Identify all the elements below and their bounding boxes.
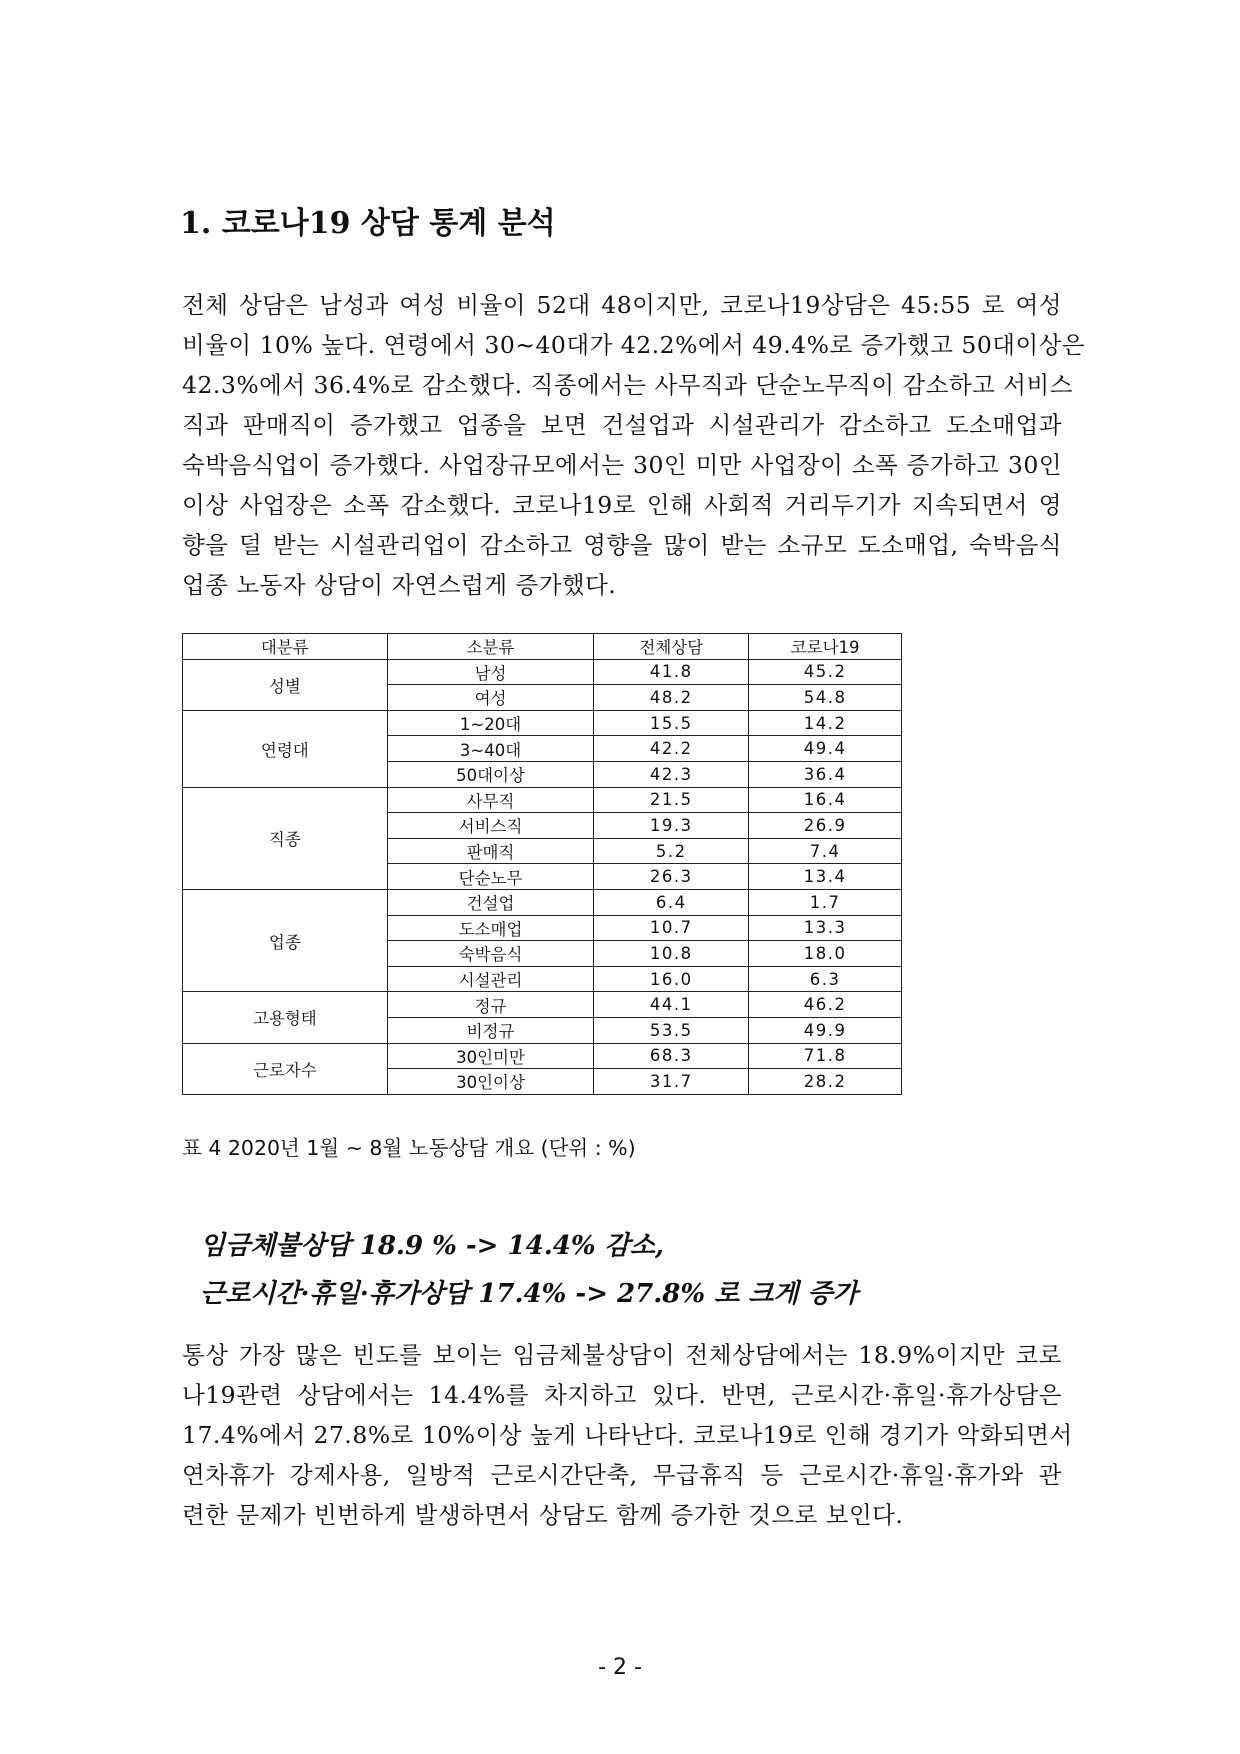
subcategory-cell: 비정규 bbox=[387, 1017, 594, 1043]
subcategory-cell: 3~40대 bbox=[387, 736, 594, 762]
covid-value-cell: 1.7 bbox=[749, 889, 902, 915]
covid-value-cell: 13.4 bbox=[749, 864, 902, 890]
paragraph-summary bbox=[182, 285, 1086, 605]
total-value-cell: 19.3 bbox=[594, 813, 749, 839]
subcategory-cell: 숙박음식 bbox=[387, 941, 594, 967]
category-cell: 성별 bbox=[183, 659, 388, 710]
table-row bbox=[183, 889, 902, 915]
category-cell: 근로자수 bbox=[183, 1043, 388, 1094]
total-value-cell: 10.8 bbox=[594, 941, 749, 967]
covid-value-cell: 26.9 bbox=[749, 813, 902, 839]
subcategory-cell: 건설업 bbox=[387, 889, 594, 915]
header-total: 전체상담 bbox=[594, 634, 749, 660]
table-body bbox=[183, 659, 902, 1094]
total-value-cell: 68.3 bbox=[594, 1043, 749, 1069]
paragraph-line: 비율이 10% 높다. 연령에서 30~40대가 42.2%에서 49.4%로 증가했고 50대이상은 bbox=[182, 331, 1086, 359]
category-cell: 고용형태 bbox=[183, 992, 388, 1043]
subcategory-cell: 시설관리 bbox=[387, 966, 594, 992]
subcategory-cell: 도소매업 bbox=[387, 915, 594, 941]
paragraph-line: 업종 노동자 상담이 자연스럽게 증가했다. bbox=[182, 571, 617, 599]
covid-value-cell: 45.2 bbox=[749, 659, 902, 685]
paragraph-line: 련한 문제가 빈번하게 발생하면서 상담도 함께 증가한 것으로 보인다. bbox=[182, 1501, 904, 1529]
paragraph-line: 통상 가장 많은 빈도를 보이는 임금체불상담이 전체상담에서는 18.9%이지만 코로 bbox=[182, 1341, 1062, 1369]
paragraph-line: 이상 사업장은 소폭 감소했다. 코로나19로 인해 사회적 거리두기가 지속되면서 영 bbox=[182, 491, 1062, 519]
total-value-cell: 15.5 bbox=[594, 710, 749, 736]
subcategory-cell: 판매직 bbox=[387, 838, 594, 864]
covid-value-cell: 49.9 bbox=[749, 1017, 902, 1043]
covid-value-cell: 71.8 bbox=[749, 1043, 902, 1069]
subcategory-cell: 50대이상 bbox=[387, 761, 594, 787]
category-cell: 직종 bbox=[183, 787, 388, 889]
table-row bbox=[183, 1043, 902, 1069]
subcategory-cell: 여성 bbox=[387, 685, 594, 711]
paragraph-line: 전체 상담은 남성과 여성 비율이 52대 48이지만, 코로나19상담은 45:55 로 여성 bbox=[182, 291, 1062, 319]
paragraph-line: 향을 덜 받는 시설관리업이 감소하고 영향을 많이 받는 소규모 도소매업, 숙박음식 bbox=[182, 531, 1062, 559]
covid-value-cell: 7.4 bbox=[749, 838, 902, 864]
subcategory-cell: 30인이상 bbox=[387, 1069, 594, 1095]
category-cell: 업종 bbox=[183, 889, 388, 991]
covid-value-cell: 36.4 bbox=[749, 761, 902, 787]
total-value-cell: 10.7 bbox=[594, 915, 749, 941]
table-row bbox=[183, 992, 902, 1018]
header-covid: 코로나19 bbox=[749, 634, 902, 660]
total-value-cell: 48.2 bbox=[594, 685, 749, 711]
highlight-line: 임금체불상담 18.9 % -> 14.4% 감소, bbox=[200, 1231, 664, 1261]
table-row bbox=[183, 710, 902, 736]
total-value-cell: 42.3 bbox=[594, 761, 749, 787]
section-title: 1. 코로나19 상담 통계 분석 bbox=[180, 206, 556, 241]
covid-value-cell: 16.4 bbox=[749, 787, 902, 813]
total-value-cell: 21.5 bbox=[594, 787, 749, 813]
total-value-cell: 44.1 bbox=[594, 992, 749, 1018]
statistics-table bbox=[182, 633, 902, 1095]
header-subcategory: 소분류 bbox=[387, 634, 594, 660]
total-value-cell: 41.8 bbox=[594, 659, 749, 685]
covid-value-cell: 54.8 bbox=[749, 685, 902, 711]
total-value-cell: 16.0 bbox=[594, 966, 749, 992]
subcategory-cell: 1~20대 bbox=[387, 710, 594, 736]
paragraph-line: 42.3%에서 36.4%로 감소했다. 직종에서는 사무직과 단순노무직이 감소하고 서비스 bbox=[182, 371, 1073, 399]
paragraph-line: 연차휴가 강제사용, 일방적 근로시간단축, 무급휴직 등 근로시간·휴일·휴가와 관 bbox=[182, 1461, 1062, 1489]
paragraph-analysis bbox=[182, 1335, 1073, 1535]
table-row bbox=[183, 659, 902, 685]
table-header-row bbox=[183, 634, 902, 660]
covid-value-cell: 6.3 bbox=[749, 966, 902, 992]
total-value-cell: 6.4 bbox=[594, 889, 749, 915]
category-cell: 연령대 bbox=[183, 710, 388, 787]
covid-value-cell: 28.2 bbox=[749, 1069, 902, 1095]
covid-value-cell: 46.2 bbox=[749, 992, 902, 1018]
total-value-cell: 5.2 bbox=[594, 838, 749, 864]
subcategory-cell: 정규 bbox=[387, 992, 594, 1018]
subcategory-cell: 서비스직 bbox=[387, 813, 594, 839]
highlight-line: 근로시간·휴일·휴가상담 17.4% -> 27.8% 로 크게 증가 bbox=[200, 1279, 858, 1309]
total-value-cell: 31.7 bbox=[594, 1069, 749, 1095]
covid-value-cell: 14.2 bbox=[749, 710, 902, 736]
statistics-table-wrapper bbox=[182, 633, 902, 1095]
table-row bbox=[183, 787, 902, 813]
total-value-cell: 53.5 bbox=[594, 1017, 749, 1043]
subcategory-cell: 사무직 bbox=[387, 787, 594, 813]
covid-value-cell: 18.0 bbox=[749, 941, 902, 967]
total-value-cell: 42.2 bbox=[594, 736, 749, 762]
subcategory-cell: 30인미만 bbox=[387, 1043, 594, 1069]
paragraph-line: 숙박음식업이 증가했다. 사업장규모에서는 30인 미만 사업장이 소폭 증가하고 30인 bbox=[182, 451, 1062, 479]
page-number: - 2 - bbox=[598, 1655, 642, 1680]
highlight-summary bbox=[200, 1222, 858, 1318]
paragraph-line: 나19관련 상담에서는 14.4%를 차지하고 있다. 반면, 근로시간·휴일·휴가상담은 bbox=[182, 1381, 1062, 1409]
paragraph-line: 17.4%에서 27.8%로 10%이상 높게 나타난다. 코로나19로 인해 경기가 악화되면서 bbox=[182, 1421, 1073, 1449]
paragraph-line: 직과 판매직이 증가했고 업종을 보면 건설업과 시설관리가 감소하고 도소매업과 bbox=[182, 411, 1062, 439]
subcategory-cell: 남성 bbox=[387, 659, 594, 685]
subcategory-cell: 단순노무 bbox=[387, 864, 594, 890]
table-caption: 표 4 2020년 1월 ~ 8월 노동상담 개요 (단위 : %) bbox=[182, 1136, 636, 1160]
header-category: 대분류 bbox=[183, 634, 388, 660]
covid-value-cell: 49.4 bbox=[749, 736, 902, 762]
covid-value-cell: 13.3 bbox=[749, 915, 902, 941]
total-value-cell: 26.3 bbox=[594, 864, 749, 890]
